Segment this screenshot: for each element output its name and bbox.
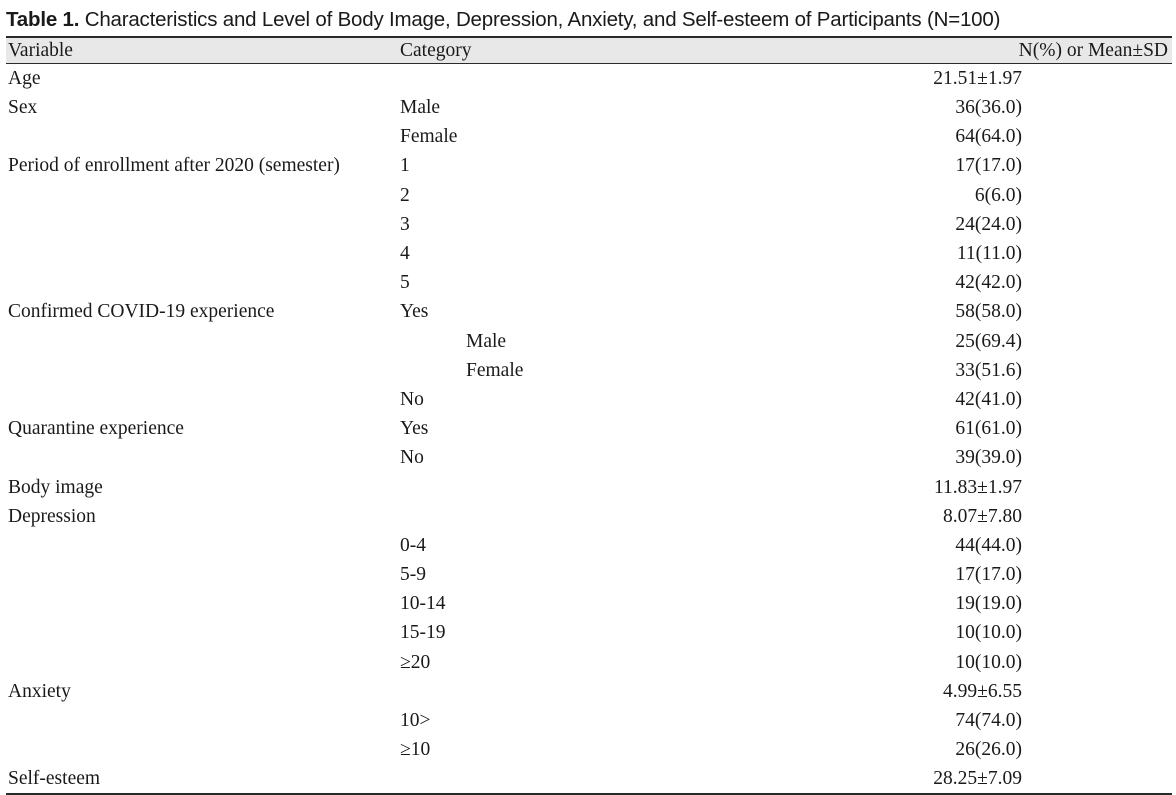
cell-value: 17(17.0) — [955, 155, 1022, 177]
cell-category: ≥20 — [400, 651, 431, 673]
cell-variable — [6, 735, 398, 764]
cell-variable — [6, 443, 398, 472]
cell-spacer — [1022, 239, 1172, 268]
cell-variable — [6, 327, 398, 356]
table-row — [6, 648, 1172, 677]
table-caption-label: Table 1. — [6, 8, 80, 31]
cell-value: 58(58.0) — [955, 301, 1022, 323]
cell-variable — [6, 706, 398, 735]
cell-spacer — [1022, 502, 1172, 531]
cell-value: 24(24.0) — [955, 213, 1022, 235]
cell-variable — [6, 648, 398, 677]
cell-variable: Quarantine experience — [8, 418, 184, 440]
header-variable: Variable — [8, 40, 73, 61]
cell-category: Male — [400, 97, 441, 119]
table-body — [6, 64, 1172, 795]
table-row — [6, 618, 1172, 647]
table-row — [6, 502, 1172, 531]
header-value: N(%) or Mean±SD — [1018, 40, 1168, 61]
cell-value: 17(17.0) — [955, 564, 1022, 586]
cell-value: 64(64.0) — [955, 126, 1022, 148]
cell-category — [398, 764, 798, 794]
table-header — [6, 37, 1172, 64]
table-caption-text: Characteristics and Level of Body Image, Depression, Anxiety, and Self-esteem of Participants (N=100) — [79, 8, 1001, 31]
cell-category: No — [400, 388, 424, 410]
table-row — [6, 385, 1172, 414]
table-row — [6, 93, 1172, 122]
cell-category — [398, 502, 798, 531]
cell-category: ≥10 — [400, 739, 431, 761]
cell-category: 4 — [400, 243, 410, 265]
cell-variable — [6, 210, 398, 239]
cell-variable — [6, 239, 398, 268]
cell-variable: Body image — [8, 476, 103, 498]
cell-spacer — [1022, 677, 1172, 706]
cell-variable — [6, 122, 398, 151]
cell-spacer — [1022, 764, 1172, 794]
table-row — [6, 677, 1172, 706]
cell-spacer — [1022, 122, 1172, 151]
cell-spacer — [1022, 618, 1172, 647]
cell-value: 8.07±7.80 — [943, 505, 1022, 527]
table-row — [6, 239, 1172, 268]
cell-value: 74(74.0) — [955, 710, 1022, 732]
cell-category — [398, 677, 798, 706]
cell-category: 5 — [400, 272, 410, 294]
table-row — [6, 181, 1172, 210]
cell-category: 10-14 — [400, 593, 446, 615]
cell-value: 10(10.0) — [955, 651, 1022, 673]
table-row — [6, 268, 1172, 297]
cell-category: 0-4 — [400, 534, 426, 556]
cell-spacer — [1022, 268, 1172, 297]
cell-spacer — [1022, 181, 1172, 210]
table-row — [6, 531, 1172, 560]
cell-category: 15-19 — [400, 622, 446, 644]
cell-variable: Anxiety — [8, 680, 71, 702]
table-row — [6, 414, 1172, 443]
cell-value: 10(10.0) — [955, 622, 1022, 644]
cell-value: 28.25±7.09 — [933, 768, 1022, 790]
table-row — [6, 589, 1172, 618]
cell-category: 2 — [400, 184, 410, 206]
header-row — [6, 37, 1172, 64]
cell-category — [398, 472, 798, 501]
cell-value: 39(39.0) — [955, 447, 1022, 469]
cell-variable: Age — [8, 68, 41, 89]
cell-value: 21.51±1.97 — [933, 68, 1022, 89]
cell-variable — [6, 385, 398, 414]
cell-spacer — [1022, 648, 1172, 677]
cell-category: 3 — [400, 213, 410, 235]
cell-value: 11.83±1.97 — [934, 476, 1022, 498]
cell-spacer — [1022, 356, 1172, 385]
table-row — [6, 210, 1172, 239]
table-row — [6, 327, 1172, 356]
cell-spacer — [1022, 151, 1172, 180]
cell-spacer — [1022, 210, 1172, 239]
table-container — [6, 36, 1172, 795]
cell-value: 33(51.6) — [955, 359, 1022, 381]
cell-variable — [6, 531, 398, 560]
cell-variable: Period of enrollment after 2020 (semester) — [8, 155, 340, 177]
cell-value: 26(26.0) — [955, 739, 1022, 761]
header-category: Category — [400, 40, 472, 61]
table-row — [6, 122, 1172, 151]
cell-spacer — [1022, 706, 1172, 735]
cell-spacer — [1022, 297, 1172, 326]
cell-category — [398, 64, 798, 94]
cell-spacer — [1022, 327, 1172, 356]
cell-category: Yes — [400, 418, 429, 440]
cell-variable: Sex — [8, 97, 38, 119]
cell-variable — [6, 356, 398, 385]
cell-spacer — [1022, 735, 1172, 764]
table-row — [6, 297, 1172, 326]
cell-variable: Depression — [8, 505, 96, 527]
cell-category: 1 — [400, 155, 410, 177]
cell-value: 19(19.0) — [955, 593, 1022, 615]
cell-category: Female — [466, 359, 524, 381]
cell-spacer — [1022, 531, 1172, 560]
cell-value: 42(41.0) — [955, 388, 1022, 410]
cell-variable: Self-esteem — [8, 768, 101, 790]
cell-category: Male — [466, 330, 507, 352]
table-caption — [6, 4, 1172, 36]
cell-category: Female — [400, 126, 458, 148]
cell-variable — [6, 181, 398, 210]
table-row — [6, 706, 1172, 735]
cell-value: 11(11.0) — [956, 243, 1022, 265]
cell-spacer — [1022, 589, 1172, 618]
cell-value: 4.99±6.55 — [943, 680, 1022, 702]
cell-value: 25(69.4) — [955, 330, 1022, 352]
table-row — [6, 151, 1172, 180]
cell-category: 10> — [400, 710, 431, 732]
cell-spacer — [1022, 93, 1172, 122]
table-row — [6, 764, 1172, 794]
cell-variable — [6, 268, 398, 297]
characteristics-table — [6, 36, 1172, 795]
table-row — [6, 356, 1172, 385]
table-row — [6, 64, 1172, 94]
cell-category: No — [400, 447, 424, 469]
table-row — [6, 443, 1172, 472]
table-row — [6, 472, 1172, 501]
cell-spacer — [1022, 64, 1172, 94]
table-row — [6, 560, 1172, 589]
cell-value: 6(6.0) — [974, 184, 1022, 206]
cell-value: 44(44.0) — [955, 534, 1022, 556]
cell-value: 61(61.0) — [955, 418, 1022, 440]
table-row — [6, 735, 1172, 764]
cell-spacer — [1022, 472, 1172, 501]
cell-value: 42(42.0) — [955, 272, 1022, 294]
cell-spacer — [1022, 560, 1172, 589]
cell-variable — [6, 560, 398, 589]
cell-category: Yes — [400, 301, 429, 323]
cell-category: 5-9 — [400, 564, 426, 586]
cell-value: 36(36.0) — [955, 97, 1022, 119]
cell-variable — [6, 618, 398, 647]
cell-variable: Confirmed COVID-19 experience — [8, 301, 275, 323]
cell-spacer — [1022, 443, 1172, 472]
cell-spacer — [1022, 385, 1172, 414]
cell-variable — [6, 589, 398, 618]
cell-spacer — [1022, 414, 1172, 443]
